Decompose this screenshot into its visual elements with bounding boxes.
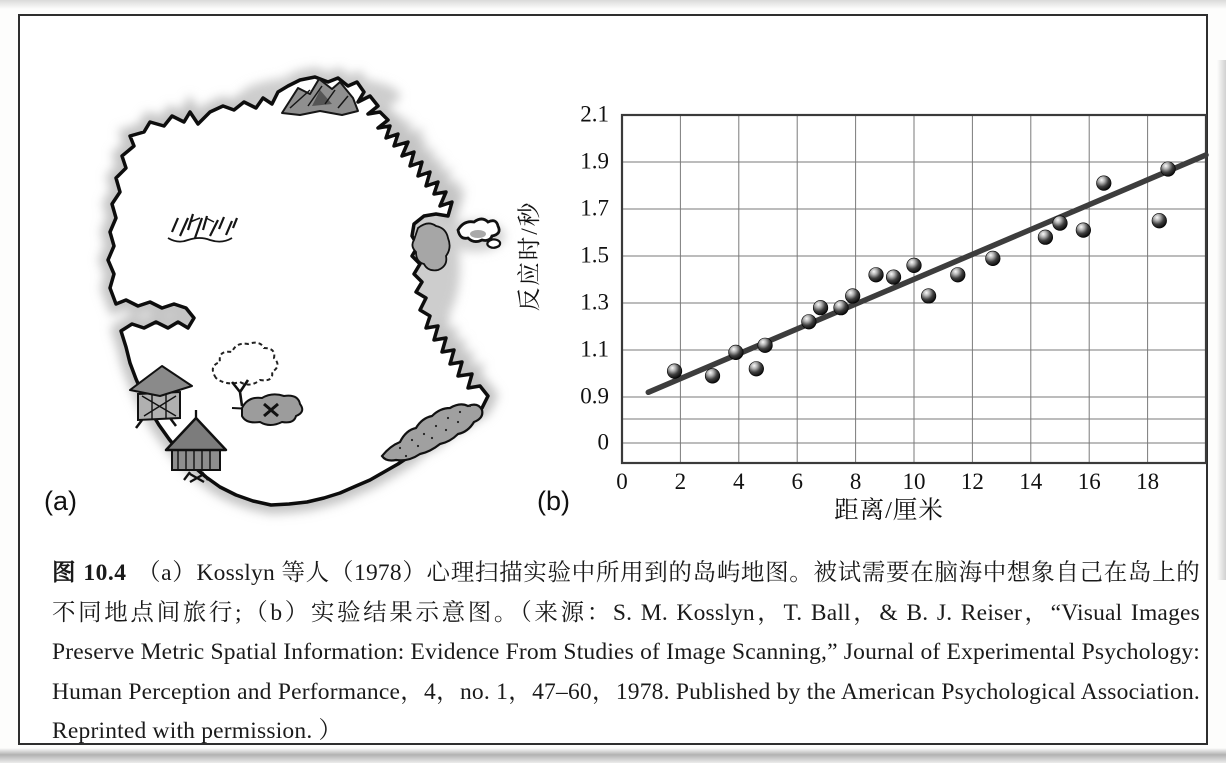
figure-frame (18, 14, 1208, 745)
figure-number: 图 10.4 (52, 560, 127, 586)
island-map-illustration (42, 38, 536, 530)
data-point (749, 362, 764, 377)
data-point (986, 251, 1001, 266)
data-point (921, 289, 936, 304)
x-tick-label: 18 (1136, 469, 1160, 494)
y-tick-label: 1.1 (580, 336, 609, 362)
data-point (845, 289, 860, 304)
data-point (758, 338, 773, 353)
y-tick-label: 1.9 (580, 148, 609, 174)
data-point (1038, 230, 1053, 245)
caption-text: （a）Kosslyn 等人（1978）心理扫描实验中所用到的岛屿地图。被试需要在脑海中想象自己在岛上的不同地点间旅行;（b）实验结果示意图。（来源：S. M. Kosslyn，T. Ball，& B. J. Reiser，“Visual Images Preserve Metric Spatial Information: Evidence From Studies of Image Scanning,” Journal of Experimental Psychology: Human Perception and Performance，4，no. 1，47–60，1978. Published by the American Psychological Association. Reprinted with permission. ） (52, 560, 1201, 744)
x-tick-label: 6 (791, 469, 803, 494)
y-tick-label: 1.7 (580, 195, 609, 221)
x-axis-label: 距离/厘米 (834, 497, 944, 522)
y-tick-label: 1.3 (580, 289, 609, 315)
y-axis-label: 反应时/秒 (517, 200, 543, 312)
x-tick-label: 2 (674, 469, 687, 494)
data-point (869, 268, 884, 283)
y-tick-label: 2.1 (580, 101, 609, 127)
data-point (802, 315, 817, 330)
data-point (667, 364, 682, 379)
x-tick-label: 10 (902, 469, 926, 494)
data-point (1152, 213, 1167, 228)
data-point (907, 258, 922, 273)
x-tick-label: 4 (733, 469, 745, 494)
data-point (1097, 176, 1112, 191)
data-point (1076, 223, 1091, 238)
data-point (1161, 162, 1176, 177)
data-point (705, 369, 720, 384)
x-tick-label: 12 (960, 469, 984, 494)
data-point (951, 268, 966, 283)
panel-b-label: (b) (537, 486, 570, 516)
x-tick-label: 14 (1019, 469, 1043, 494)
x-tick-label: 0 (616, 469, 628, 494)
scatter-chart (512, 74, 1226, 522)
panel-a-label: (a) (44, 486, 77, 516)
data-point (834, 300, 849, 315)
y-tick-label: 0 (597, 429, 609, 455)
lake-icon (242, 394, 302, 425)
y-tick-label: 1.5 (580, 242, 609, 268)
data-point (1053, 216, 1068, 231)
scan-artifact-top (0, 0, 1226, 9)
data-point (813, 300, 828, 315)
data-point (729, 345, 744, 360)
x-tick-label: 16 (1077, 469, 1101, 494)
data-point (886, 270, 901, 285)
figure-caption (52, 554, 1200, 752)
x-tick-label: 8 (849, 469, 862, 494)
y-tick-label: 0.9 (580, 383, 609, 409)
